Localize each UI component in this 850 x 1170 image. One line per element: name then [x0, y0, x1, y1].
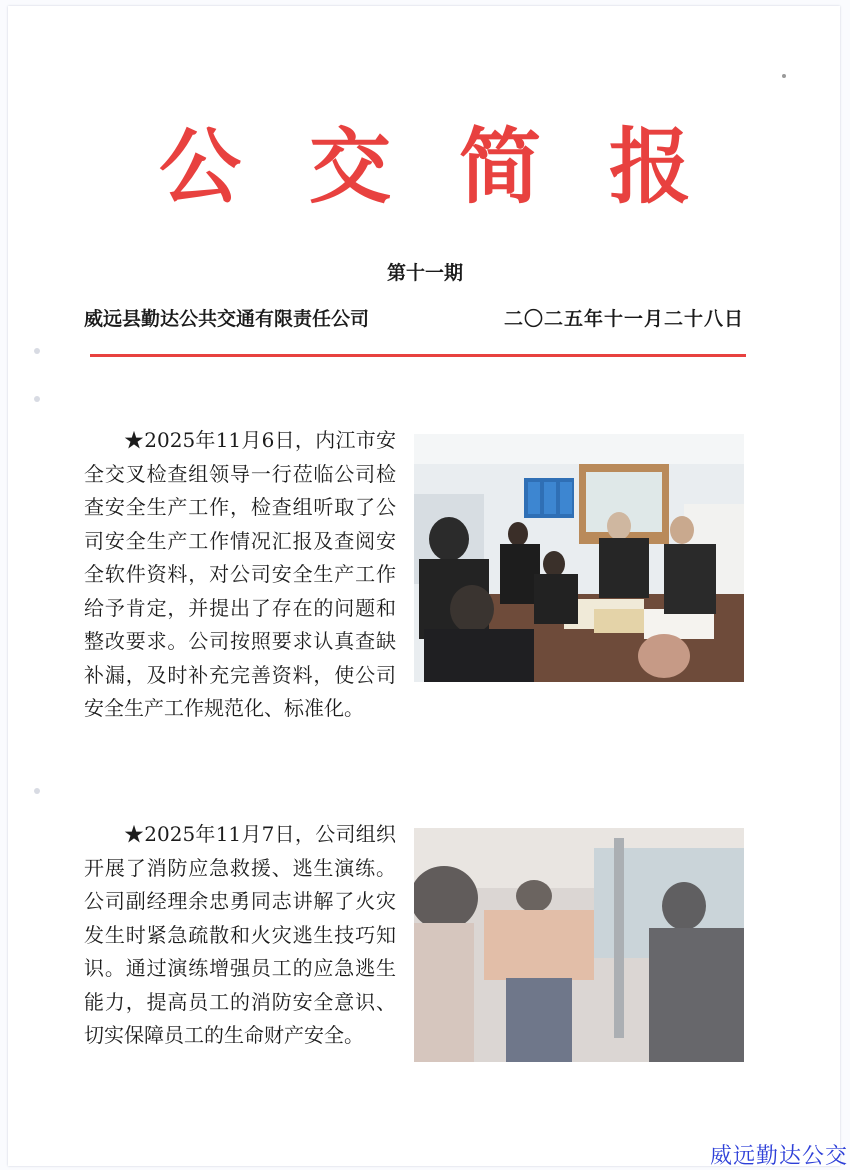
binding-hole	[34, 396, 40, 402]
publication-date: 二〇二五年十一月二十八日	[503, 308, 744, 330]
watermark-text: 威远勤达公交	[709, 1144, 848, 1169]
article-fire-drill	[84, 818, 744, 1066]
binding-hole	[34, 348, 40, 354]
issue-number: 第十一期	[386, 262, 463, 284]
article-body: ★2025年11月7日，公司组织开展了消防应急救援、逃生演练。公司副经理余忠勇同志讲解了火灾发生时紧急疏散和火灾逃生技巧知识。通过演练增强员工的应急逃生能力，提高员工的消防安全意识、切实保障员工的生命财产安全。	[84, 822, 396, 1047]
article-safety-inspection	[84, 424, 744, 726]
publisher-name: 威远县勤达公共交通有限责任公司	[84, 308, 370, 330]
article-body: ★2025年11月6日，内江市安全交叉检查组领导一行莅临公司检查安全生产工作，检查组听取了公司安全生产工作情况汇报及查阅安全软件资料，对公司安全生产工作给予肯定，并提出了存在的问题和整改要求。公司按照要求认真查缺补漏，及时补充完善资料，使公司安全生产工作规范化、标准化。	[84, 428, 396, 720]
smoke-drill-photo	[414, 828, 744, 1062]
header-divider	[90, 354, 746, 357]
safety-inspection-photo	[414, 434, 744, 682]
fire-drill-photo	[414, 828, 744, 1062]
binding-hole	[34, 788, 40, 794]
scan-speck	[782, 74, 786, 78]
masthead-title: 公交简报	[158, 120, 759, 215]
meeting-room-photo	[414, 434, 744, 682]
